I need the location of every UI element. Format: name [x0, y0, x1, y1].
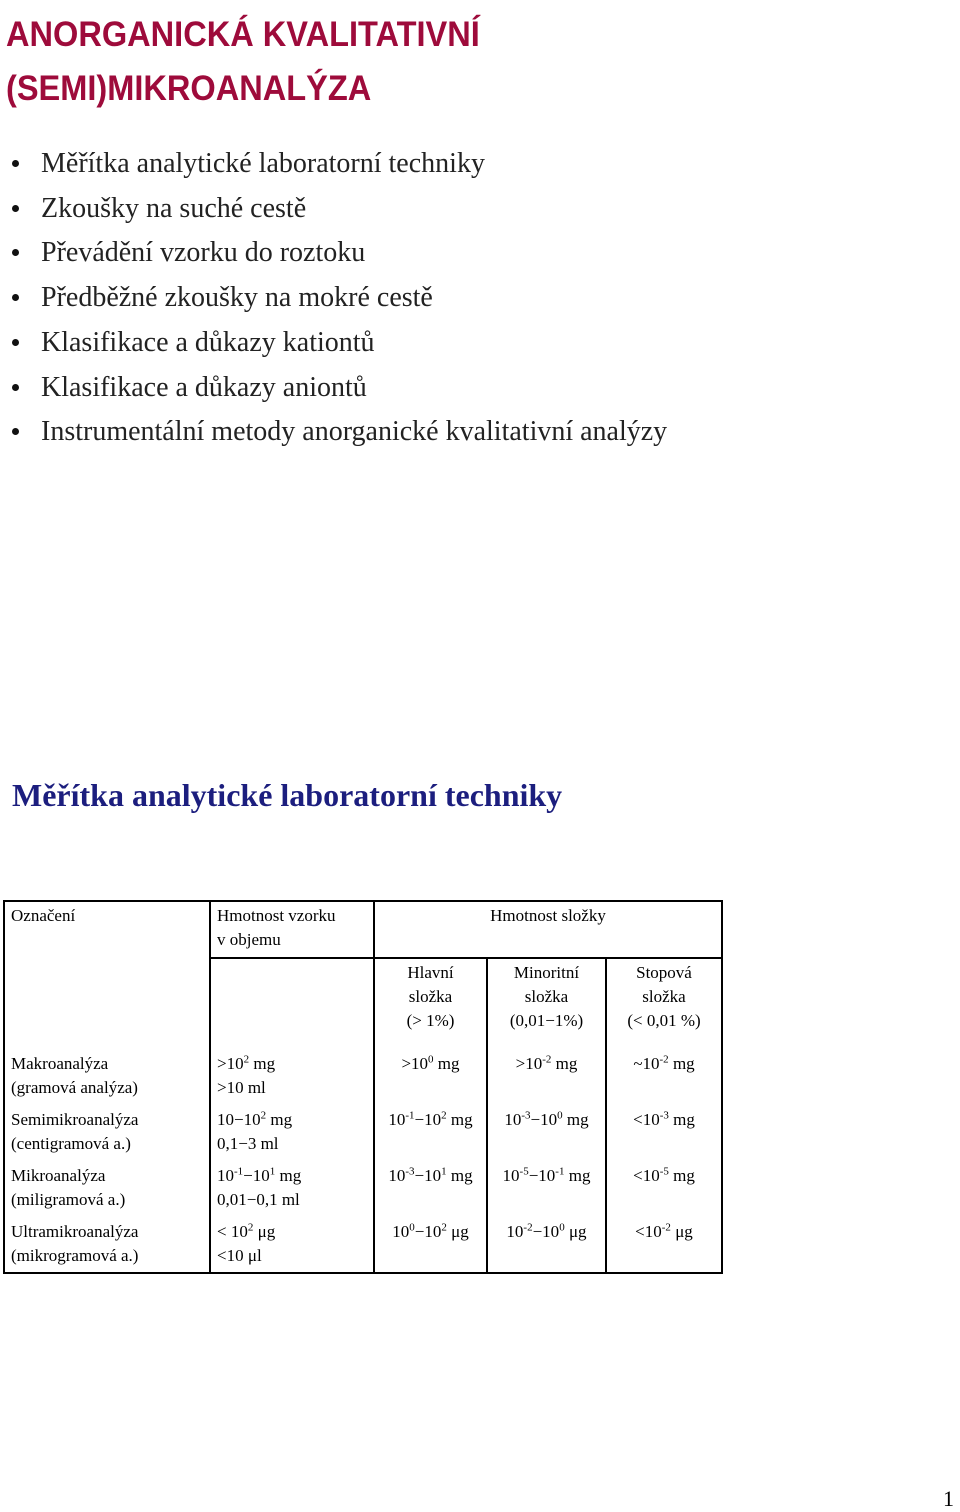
- header-main-component: Hlavní složka (> 1%): [374, 958, 487, 1050]
- list-item: Zkoušky na suché cestě: [10, 187, 667, 232]
- row-sample-mass: $10^{-1}-10^1$ mg 0,01−0,1 ml: [210, 1162, 374, 1218]
- table-row: [4, 1218, 722, 1273]
- row-designation: Ultramikroanalýza (mikrogramová a.): [4, 1218, 210, 1273]
- row-main: $>10^0$ mg: [374, 1050, 487, 1106]
- scale-table: [3, 900, 723, 1274]
- list-item: Měřítka analytické laboratorní techniky: [10, 142, 667, 187]
- bullet-icon: [12, 384, 19, 391]
- row-main: $10^{-1}-10^2$ mg: [374, 1106, 487, 1162]
- table-row: [4, 1050, 722, 1106]
- row-minor: $10^{-3}-10^0$ mg: [487, 1106, 606, 1162]
- header-designation: Označení: [4, 901, 210, 958]
- row-designation: Mikroanalýza (miligramová a.): [4, 1162, 210, 1218]
- row-minor: $10^{-2}-10^0$ μg: [487, 1218, 606, 1273]
- header-sample-mass: Hmotnost vzorku v objemu: [210, 901, 374, 958]
- bullet-icon: [12, 205, 19, 212]
- bullet-icon: [12, 294, 19, 301]
- row-main: $10^0-10^2$ μg: [374, 1218, 487, 1273]
- bullet-icon: [12, 428, 19, 435]
- header-minor-component: Minoritní složka (0,01−1%): [487, 958, 606, 1050]
- bullet-icon: [12, 160, 19, 167]
- row-sample-mass: $>10^2$ mg >10 ml: [210, 1050, 374, 1106]
- row-trace: $<10^{-2}$ μg: [635, 1221, 693, 1241]
- table-subheader-row: [4, 958, 722, 1050]
- document-title: [6, 8, 657, 116]
- list-item: Klasifikace a důkazy aniontů: [10, 366, 667, 411]
- table-row: [4, 1106, 722, 1162]
- header-component-mass: Hmotnost složky: [374, 901, 722, 958]
- row-designation: Makroanalýza (gramová analýza): [4, 1050, 210, 1106]
- list-item: Klasifikace a důkazy kationtů: [10, 321, 667, 366]
- title-line-2: (SEMI)MIKROANALÝZA: [6, 69, 372, 108]
- section-title: Měřítka analytické laboratorní techniky: [12, 777, 563, 813]
- table-header-row: [4, 901, 722, 958]
- list-item: Instrumentální metody anorganické kvalitativní analýzy: [10, 410, 667, 455]
- header-trace-component: Stopová složka (< 0,01 %): [627, 963, 701, 1030]
- table-row: [4, 1162, 722, 1218]
- row-trace: $<10^{-5}$ mg: [633, 1165, 695, 1185]
- row-designation: Semimikroanalýza (centigramová a.): [4, 1106, 210, 1162]
- page-number: 1: [943, 1486, 954, 1511]
- bullet-icon: [12, 339, 19, 346]
- list-item: Předběžné zkoušky na mokré cestě: [10, 276, 667, 321]
- row-minor: $10^{-5}-10^{-1}$ mg: [487, 1162, 606, 1218]
- row-trace: $<10^{-3}$ mg: [633, 1109, 695, 1129]
- row-sample-mass: < $10^2$ μg <10 μl: [210, 1218, 374, 1273]
- list-item: Převádění vzorku do roztoku: [10, 231, 667, 276]
- row-minor: $>10^{-2}$ mg: [487, 1050, 606, 1106]
- bullet-icon: [12, 249, 19, 256]
- title-line-1: ANORGANICKÁ KVALITATIVNÍ: [6, 15, 480, 54]
- topic-list: [10, 142, 667, 455]
- row-main: $10^{-3}-10^1$ mg: [374, 1162, 487, 1218]
- row-trace: $\sim 10^{-2}$ mg: [633, 1053, 695, 1073]
- row-sample-mass: $10-10^2$ mg 0,1−3 ml: [210, 1106, 374, 1162]
